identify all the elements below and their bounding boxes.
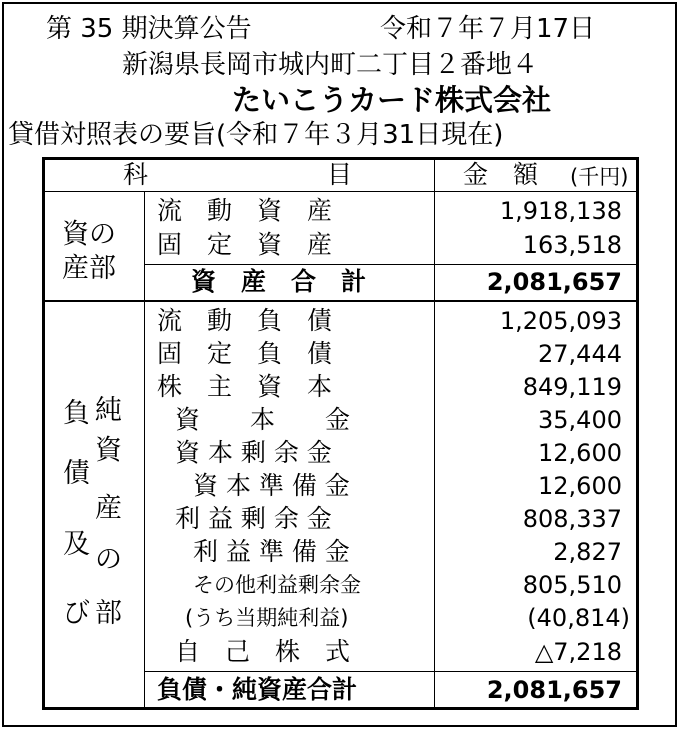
row-value-shareholders-equity: 849,119	[522, 373, 622, 401]
row-label-net-income: (うち当期純利益)	[185, 606, 349, 630]
liab-section-col2-1: 純	[95, 395, 122, 426]
row-value-current-assets: 1,918,138	[499, 197, 622, 225]
balance-sheet-table	[42, 157, 639, 710]
row-value-capital-surplus: 12,600	[538, 439, 622, 467]
row-label-shareholders-equity: 株 主 資 本	[157, 372, 333, 401]
divider-section-col	[144, 191, 145, 707]
balance-sheet-subtitle: 貸借対照表の要旨(令和７年３月31日現在)	[8, 120, 504, 150]
row-value-liab-total: 2,081,657	[486, 676, 622, 704]
row-label-other-retained: その他利益剰余金	[193, 573, 361, 597]
row-label-current-liabilities: 流 動 負 債	[157, 306, 333, 335]
assets-section-label-1: 資の	[62, 219, 116, 250]
notice-date: 令和７年７月17日	[380, 14, 596, 44]
liab-section-col2-2: 資	[95, 435, 122, 466]
liab-section-col1-2: 債	[63, 458, 90, 489]
header-item-b: 目	[327, 160, 353, 189]
row-value-treasury-stock: △7,218	[534, 638, 622, 666]
liab-section-col2-4: の	[95, 544, 122, 575]
row-value-net-income: (40,814)	[527, 604, 630, 632]
row-label-fixed-assets: 固 定 資 産	[157, 230, 333, 259]
row-value-fixed-assets: 163,518	[522, 231, 622, 259]
row-value-assets-total: 2,081,657	[486, 268, 622, 296]
row-value-capital-reserve: 12,600	[538, 472, 622, 500]
divider-assets-end	[45, 300, 636, 302]
liab-section-col2-3: 産	[95, 493, 122, 524]
assets-section-label-2: 産部	[62, 253, 116, 284]
liab-section-col1-4: び	[63, 598, 90, 629]
company-address: 新潟県長岡市城内町二丁目２番地４	[122, 50, 539, 80]
row-label-retained-earnings: 利 益 剰 余 金	[175, 504, 332, 533]
divider-amount-col	[434, 160, 435, 707]
row-value-fixed-liabilities: 27,444	[538, 340, 622, 368]
company-name: たいこうカード株式会社	[232, 83, 552, 117]
row-label-fixed-liabilities: 固 定 負 債	[157, 339, 333, 368]
row-value-other-retained: 805,510	[522, 571, 622, 599]
row-value-current-liabilities: 1,205,093	[499, 307, 622, 335]
header-item-a: 科	[123, 160, 149, 189]
notice-title: 第 35 期決算公告	[46, 14, 252, 44]
row-value-retained-earnings: 808,337	[522, 505, 622, 533]
row-value-capital-stock: 35,400	[538, 406, 622, 434]
divider-header	[45, 191, 636, 192]
row-label-capital-reserve: 資 本 準 備 金	[193, 471, 350, 500]
liab-section-col1-1: 負	[63, 398, 90, 429]
liab-section-col1-3: 及	[63, 529, 90, 560]
row-label-current-assets: 流 動 資 産	[157, 196, 333, 225]
row-label-liab-total: 負債・純資産合計	[157, 675, 358, 704]
row-label-legal-reserve: 利 益 準 備 金	[193, 537, 350, 566]
row-label-treasury-stock: 自 己 株 式	[175, 637, 351, 666]
row-label-capital-stock: 資 本 金	[175, 405, 351, 434]
row-label-assets-total: 資 産 合 計	[191, 267, 367, 296]
liab-section-col2-5: 部	[95, 598, 122, 629]
divider-liab-total	[144, 671, 636, 672]
row-value-legal-reserve: 2,827	[553, 538, 622, 566]
divider-assets-subtotal	[144, 264, 636, 265]
row-label-capital-surplus: 資 本 剰 余 金	[175, 438, 332, 467]
header-unit: (千円)	[570, 165, 629, 189]
header-amount: 金 額	[463, 160, 539, 189]
